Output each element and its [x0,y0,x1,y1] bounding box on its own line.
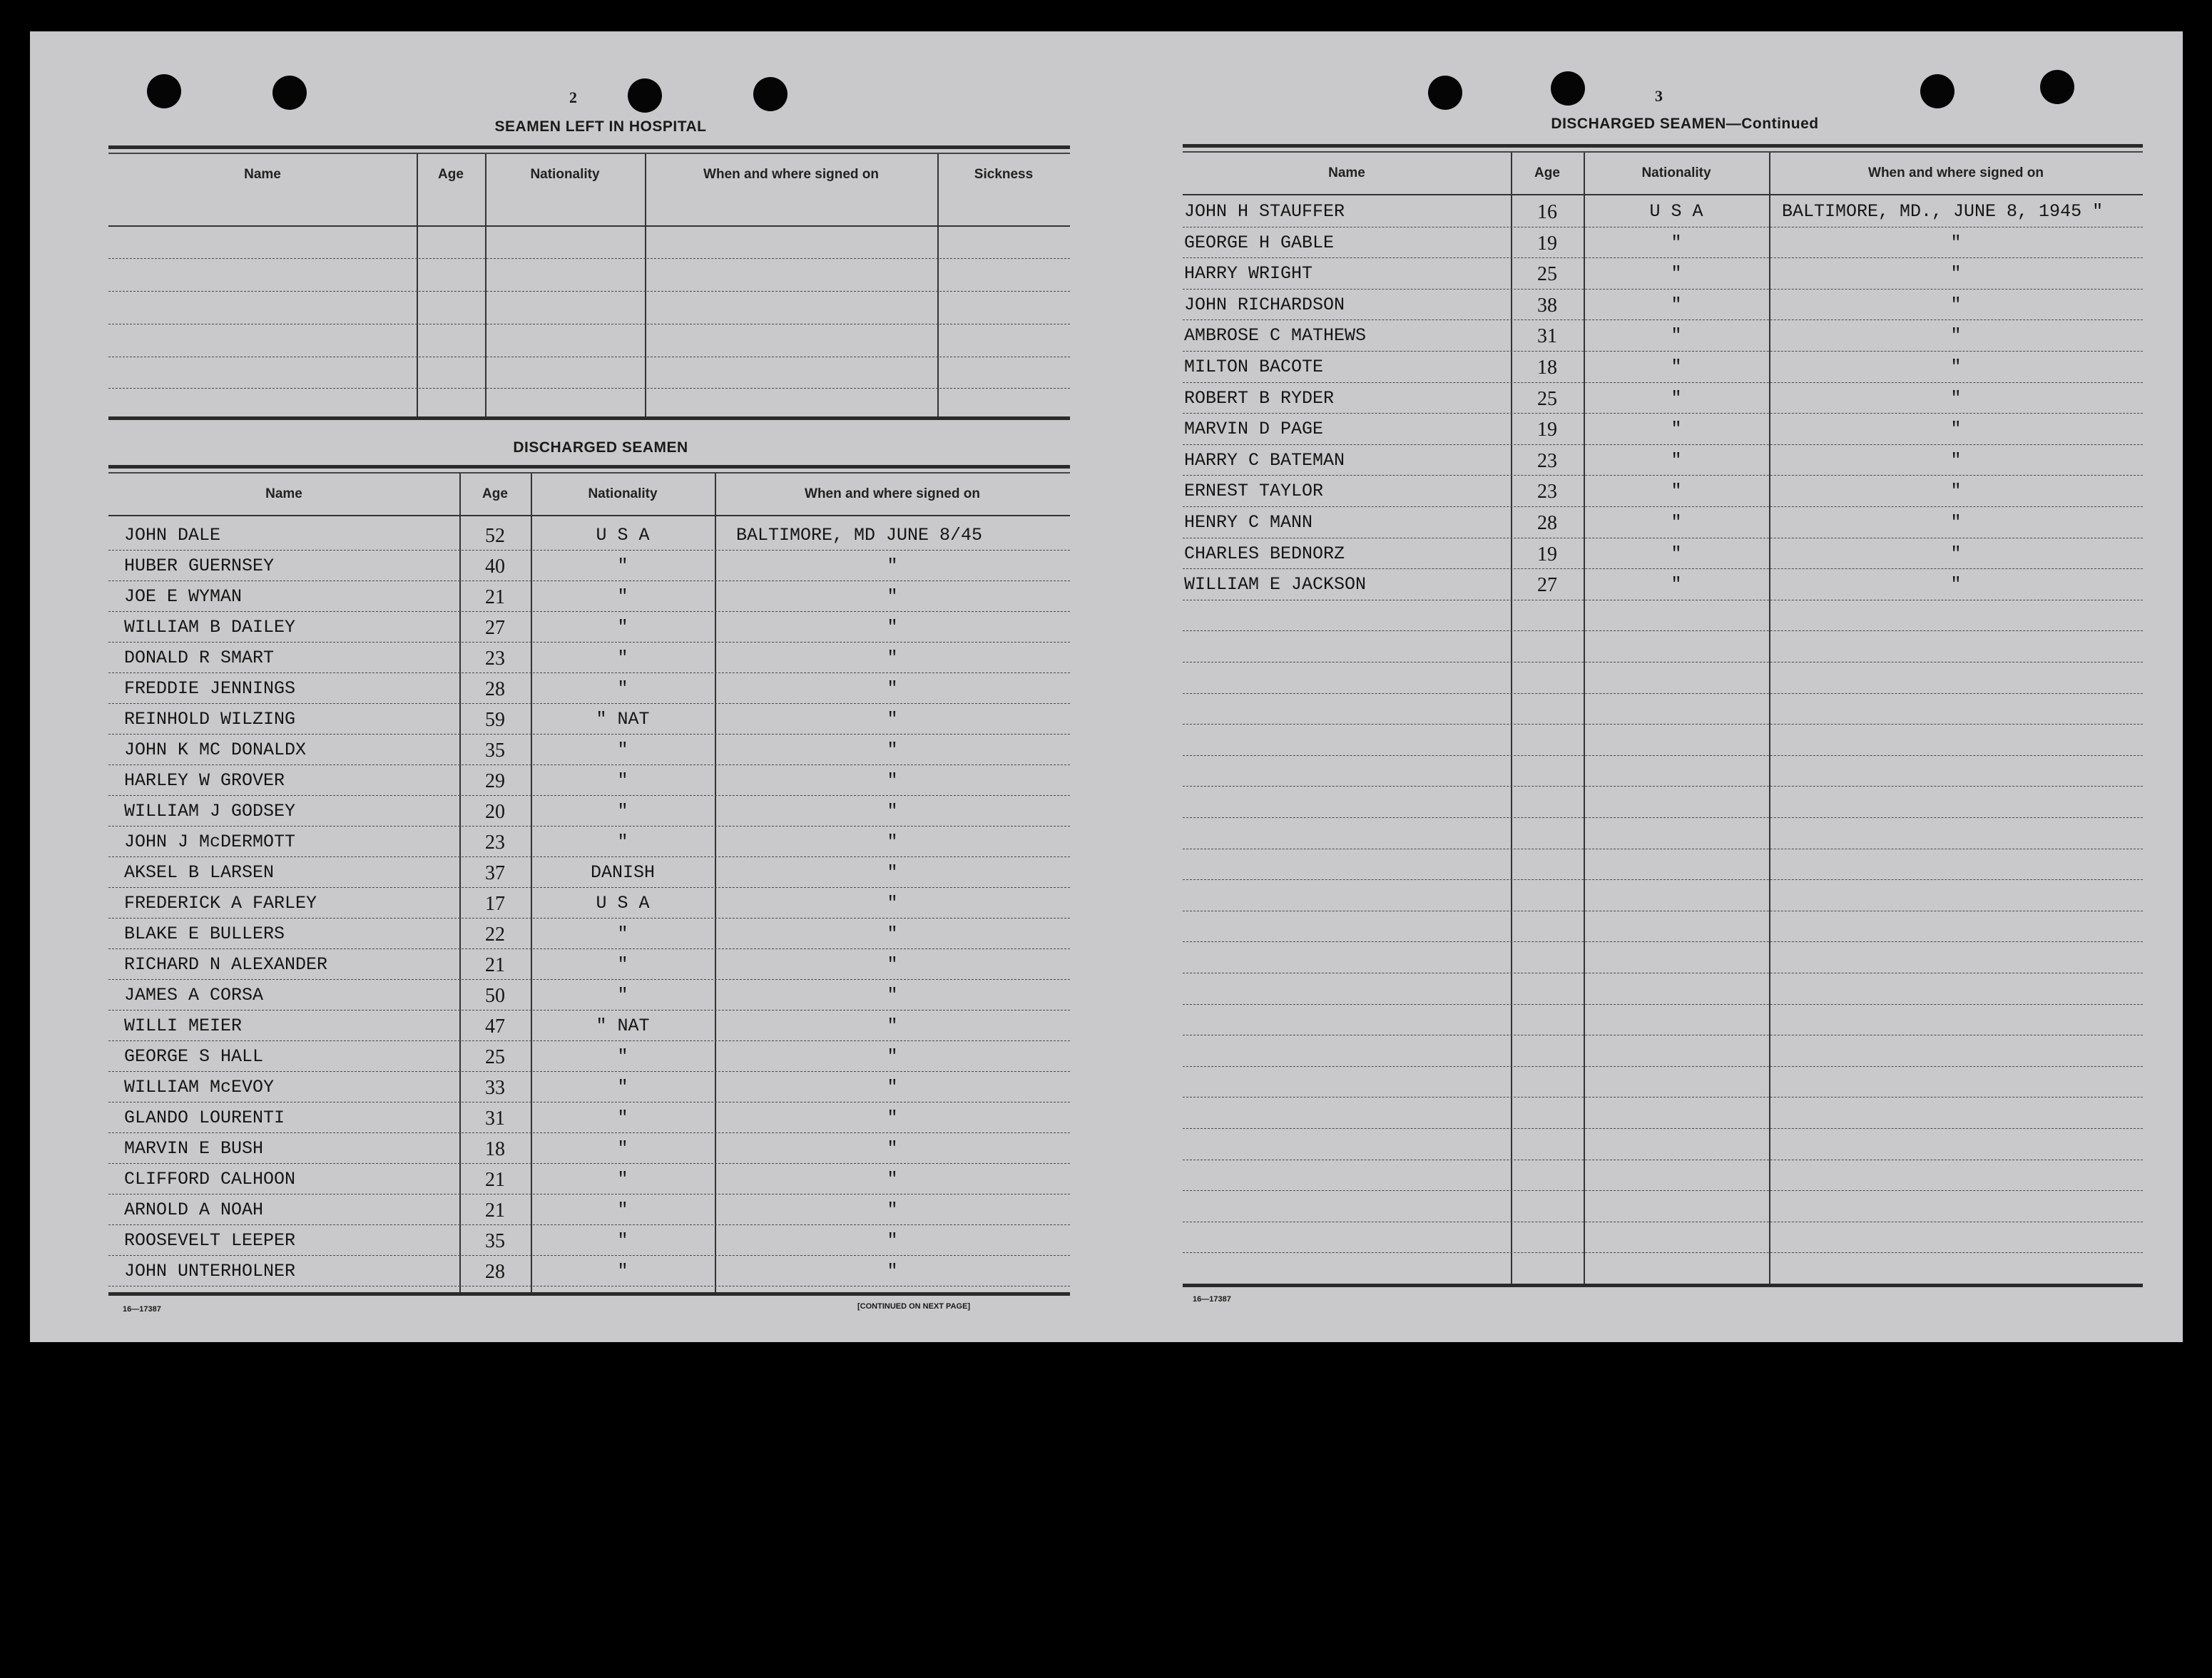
table-cell-nationality: " [617,1077,628,1098]
table-cell-age: 23 [485,648,505,670]
table-cell-nationality: " [617,1138,628,1159]
column-header-nationality: Nationality [588,486,658,501]
column-header-nationality: Nationality [1641,165,1711,180]
table-cell-name: GLANDO LOURENTI [124,1107,285,1128]
table-cell-name: WILLIAM J GODSEY [124,801,296,822]
row-rule [108,611,1070,612]
punch-hole [628,78,662,113]
table-cell-signed: " [1950,512,1962,533]
table-cell-age: 16 [1537,201,1557,223]
header-rule [108,515,1070,516]
column-divider [417,154,418,418]
table-cell-nationality: " [1671,232,1682,253]
table-cell-nationality: " [1671,357,1682,377]
table-cell-age: 21 [485,954,505,976]
row-rule [108,291,1070,292]
column-header-name: Name [265,486,302,501]
table-cell-nationality: " [1671,481,1682,502]
table-cell-name: MARVIN D PAGE [1184,419,1324,440]
header-rule [108,225,1070,227]
column-header-age: Age [1534,165,1560,180]
table-cell-name: WILLIAM E JACKSON [1184,574,1367,595]
table-cell-age: 17 [485,893,505,915]
table-cell-signed: " [887,1138,898,1159]
header-rule [1183,194,2143,195]
form-code: 16—17387 [1193,1295,1231,1304]
table-cell-nationality: " [617,678,628,699]
right-bottom-rule [1183,1284,2143,1287]
row-rule [108,550,1070,551]
table-cell-signed: " [1950,574,1962,595]
table-cell-signed: " [887,709,898,730]
table-cell-nationality: " [1671,543,1682,564]
form-code: 16—17387 [123,1305,161,1314]
table-cell-name: HENRY C MANN [1184,512,1313,533]
table-cell-signed: " [887,862,898,883]
table-cell-nationality: " NAT [596,1016,650,1036]
page-number: 2 [569,88,577,106]
hospital-bottom-rule [108,416,1070,420]
punch-hole [147,74,181,108]
row-rule [1183,1004,2143,1005]
row-rule [108,856,1070,857]
table-cell-signed: " [1950,387,1962,409]
table-cell-signed: " [887,924,898,944]
table-cell-nationality: " [1671,574,1682,595]
table-cell-nationality: " [617,556,628,576]
row-rule [108,1132,1070,1133]
row-rule [1183,382,2143,383]
table-cell-name: ROOSEVELT LEEPER [124,1230,296,1251]
table-cell-nationality: " [617,740,628,760]
row-rule [108,642,1070,643]
table-cell-name: DONALD R SMART [124,648,275,668]
table-cell-name: JOE E WYMAN [124,586,243,607]
table-cell-nationality: U S A [1649,201,1703,222]
table-cell-age: 20 [485,801,505,823]
table-cell-nationality: " [617,954,628,975]
table-cell-signed: " [887,1230,898,1251]
table-cell-age: 19 [1537,543,1557,566]
row-rule [1183,1190,2143,1191]
row-rule [108,1071,1070,1072]
discharged-table [108,474,1070,1294]
column-header-name: Name [1328,165,1365,180]
row-rule [108,580,1070,581]
discharged-section-title: DISCHARGED SEAMEN [513,439,688,456]
table-cell-age: 22 [485,924,505,946]
column-header-name: Name [244,167,281,182]
title-text: DISCHARGED SEAMEN [1551,116,1726,132]
table-cell-name: ARNOLD A NOAH [124,1199,264,1220]
discharged-bottom-rule [108,1292,1070,1296]
table-cell-age: 29 [485,770,505,792]
table-cell-signed: " [887,648,898,668]
table-cell-nationality: " [617,1261,628,1281]
table-cell-nationality: " [617,648,628,668]
table-cell-name: CLIFFORD CALHOON [124,1169,296,1190]
table-cell-age: 23 [485,832,505,854]
column-header-nationality: Nationality [530,167,600,182]
table-cell-nationality: " [617,801,628,822]
row-rule [108,1102,1070,1103]
table-cell-signed: " [887,1261,898,1281]
table-cell-age: 23 [1537,449,1557,472]
right-top-rule [1183,144,2143,148]
row-rule [108,795,1070,796]
table-cell-name: CHARLES BEDNORZ [1184,543,1345,564]
table-cell-signed: " [1950,449,1962,471]
table-cell-signed: " [887,1169,898,1190]
table-cell-nationality: " [617,924,628,944]
table-cell-name: JOHN UNTERHOLNER [124,1261,296,1281]
table-cell-age: 25 [485,1046,505,1068]
row-rule [1183,786,2143,787]
column-divider [645,154,646,418]
table-cell-nationality: " [617,1230,628,1251]
table-cell-age: 47 [485,1016,505,1038]
table-cell-age: 19 [1537,419,1557,441]
table-cell-nationality: " [617,1169,628,1190]
table-cell-age: 28 [485,678,505,700]
table-cell-nationality: " [1671,419,1682,440]
table-cell-name: WILLIAM McEVOY [124,1077,275,1098]
row-rule [1183,413,2143,414]
table-cell-nationality: DANISH [590,862,655,883]
table-cell-age: 21 [485,586,505,608]
table-cell-age: 35 [485,740,505,762]
table-cell-signed: " [887,1046,898,1067]
table-cell-signed: " [887,1199,898,1220]
table-cell-signed: " [887,1077,898,1098]
table-cell-age: 50 [485,985,505,1007]
table-cell-signed: " [1950,263,1962,285]
table-cell-nationality: " [617,985,628,1006]
table-cell-name: JOHN K MC DONALDX [124,740,307,760]
table-cell-signed: BALTIMORE, MD JUNE 8/45 [736,525,983,546]
table-cell-signed: " [887,617,898,638]
column-header-signed-on: When and where signed on [1868,165,2044,180]
table-cell-age: 19 [1537,232,1557,255]
table-cell-signed: BALTIMORE, MD., JUNE 8, 1945 " [1782,201,2104,222]
table-cell-nationality: " NAT [596,709,650,730]
row-rule [108,826,1070,827]
table-cell-signed: " [887,770,898,791]
table-cell-age: 38 [1537,294,1557,317]
table-cell-signed: " [1950,325,1962,347]
table-cell-nationality: " [617,617,628,638]
continued-note: [CONTINUED ON NEXT PAGE] [857,1302,971,1311]
row-rule [1183,817,2143,818]
table-cell-age: 52 [485,525,505,547]
punch-hole [1428,76,1462,110]
row-rule [1183,693,2143,694]
table-cell-age: 59 [485,709,505,731]
hospital-top-rule [108,145,1070,149]
table-cell-signed: " [887,556,898,576]
row-rule [1183,568,2143,569]
table-cell-age: 21 [485,1169,505,1191]
row-rule [1183,879,2143,880]
row-rule [108,1163,1070,1164]
column-divider [1511,153,1512,1285]
table-cell-name: MILTON BACOTE [1184,357,1324,377]
title-suffix: —Continued [1726,116,1819,132]
row-rule [1183,1252,2143,1253]
table-cell-age: 21 [485,1199,505,1222]
table-cell-name: HUBER GUERNSEY [124,556,275,576]
table-cell-nationality: " [1671,325,1682,347]
table-cell-name: GEORGE S HALL [124,1046,264,1067]
row-rule [1183,475,2143,476]
table-cell-nationality: " [617,1107,628,1128]
table-cell-name: WILLI MEIER [124,1016,243,1036]
table-cell-signed: " [887,985,898,1006]
table-cell-name: HARLEY W GROVER [124,770,285,791]
table-cell-signed: " [1950,543,1962,564]
row-rule [1183,1097,2143,1098]
punch-hole [1920,74,1954,108]
table-cell-signed: " [1950,294,1962,315]
table-cell-name: WILLIAM B DAILEY [124,617,296,638]
row-rule [108,1255,1070,1256]
table-cell-age: 18 [1537,357,1557,379]
table-cell-signed: " [887,1107,898,1128]
table-cell-age: 37 [485,862,505,884]
table-cell-name: JOHN RICHARDSON [1184,294,1345,315]
table-cell-nationality: U S A [596,525,650,546]
column-header-age: Age [438,167,464,182]
row-rule [1183,319,2143,320]
row-rule [1183,1066,2143,1067]
column-header-age: Age [482,486,508,501]
table-cell-signed: " [887,586,898,607]
table-cell-name: MARVIN E BUSH [124,1138,264,1159]
document-sheet [30,31,2183,1342]
table-cell-age: 31 [1537,325,1557,348]
table-cell-name: REINHOLD WILZING [124,709,296,730]
row-rule [108,734,1070,735]
table-cell-nationality: " [617,1046,628,1067]
row-rule [1183,630,2143,631]
row-rule [108,703,1070,704]
row-rule [1183,941,2143,942]
table-cell-age: 28 [1537,512,1557,534]
page-number: 3 [1655,87,1663,105]
table-cell-age: 27 [1537,574,1557,597]
column-header-signed-on: When and where signed on [703,167,879,182]
row-rule [108,887,1070,888]
table-cell-signed: " [1950,419,1962,440]
hospital-table [108,154,1070,418]
table-cell-signed: " [1950,481,1962,502]
discharged-continued-table [1183,153,2143,1285]
table-cell-nationality: U S A [596,893,650,914]
discharged-top-rule [108,465,1070,469]
row-rule [108,1040,1070,1041]
row-rule [108,979,1070,980]
row-rule [1183,1128,2143,1129]
row-rule [108,918,1070,919]
row-rule [108,764,1070,765]
row-rule [108,388,1070,389]
table-cell-name: FREDDIE JENNINGS [124,678,296,699]
row-rule [108,1010,1070,1011]
table-cell-age: 27 [485,617,505,639]
table-cell-signed: " [887,740,898,760]
column-divider [937,154,939,418]
table-cell-name: AMBROSE C MATHEWS [1184,325,1367,347]
row-rule [108,672,1070,673]
table-cell-name: ERNEST TAYLOR [1184,481,1324,502]
column-divider [1584,153,1585,1285]
table-cell-nationality: " [617,1199,628,1220]
table-cell-age: 33 [485,1077,505,1099]
table-cell-age: 28 [485,1261,505,1283]
table-cell-name: BLAKE E BULLERS [124,924,285,944]
table-cell-signed: " [1950,232,1962,253]
hospital-section-title: SEAMEN LEFT IN HOSPITAL [494,118,707,135]
table-cell-age: 40 [485,556,505,578]
row-rule [1183,257,2143,258]
punch-hole [2040,70,2074,104]
table-cell-nationality: " [1671,294,1682,315]
punch-hole [1551,71,1585,106]
column-divider [485,154,486,418]
table-cell-age: 23 [1537,481,1557,503]
table-cell-name: HARRY C BATEMAN [1184,449,1345,471]
table-cell-name: JOHN H STAUFFER [1184,201,1345,222]
column-header-sickness: Sickness [974,167,1034,182]
table-cell-nationality: " [617,832,628,852]
table-cell-age: 25 [1537,387,1557,410]
table-cell-nationality: " [1671,512,1682,533]
row-rule [1183,755,2143,756]
discharged-continued-title [1457,116,1913,133]
table-cell-name: JAMES A CORSA [124,985,264,1006]
table-cell-name: RICHARD N ALEXANDER [124,954,328,975]
table-cell-name: GEORGE H GABLE [1184,232,1335,253]
table-cell-age: 25 [1537,263,1557,286]
table-cell-signed: " [887,1016,898,1036]
table-cell-name: JOHN DALE [124,525,221,546]
table-cell-signed: " [887,678,898,699]
row-rule [1183,444,2143,445]
punch-hole [753,77,788,111]
table-cell-age: 35 [485,1230,505,1252]
table-cell-nationality: " [1671,387,1682,409]
row-rule [1183,289,2143,290]
row-rule [108,1224,1070,1225]
table-cell-nationality: " [1671,263,1682,285]
table-cell-signed: " [1950,357,1962,377]
table-cell-nationality: " [617,770,628,791]
table-cell-signed: " [887,832,898,852]
punch-hole [272,76,307,110]
row-rule [1183,724,2143,725]
table-cell-age: 18 [485,1138,505,1160]
table-cell-name: JOHN J McDERMOTT [124,832,296,852]
table-cell-signed: " [887,893,898,914]
table-cell-nationality: " [1671,449,1682,471]
table-cell-signed: " [887,954,898,975]
column-divider [1769,153,1770,1285]
row-rule [108,948,1070,949]
column-header-signed-on: When and where signed on [805,486,980,501]
table-cell-name: AKSEL B LARSEN [124,862,275,883]
table-cell-nationality: " [617,586,628,607]
row-rule [1183,506,2143,507]
table-cell-name: ROBERT B RYDER [1184,387,1335,409]
table-cell-signed: " [887,801,898,822]
table-cell-name: FREDERICK A FARLEY [124,893,317,914]
row-rule [108,258,1070,259]
row-rule [1183,351,2143,352]
table-cell-name: HARRY WRIGHT [1184,263,1313,285]
table-cell-age: 31 [485,1107,505,1130]
